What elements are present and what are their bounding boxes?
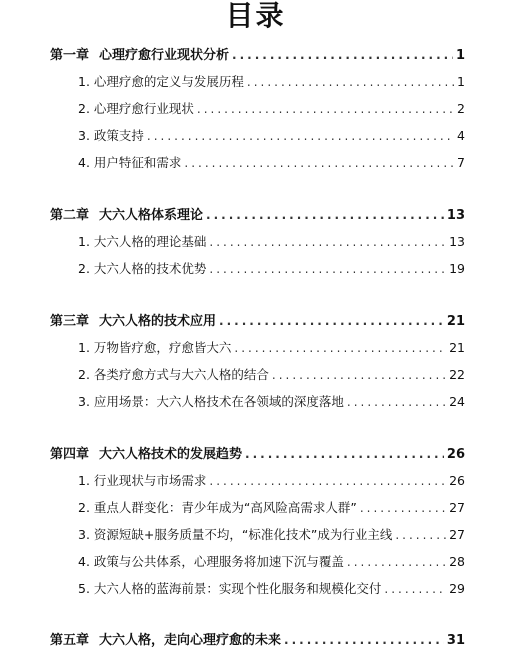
toc-entry[interactable]: [78, 99, 465, 117]
dot-leader: [384, 582, 446, 596]
page-number: 19: [449, 261, 465, 276]
dot-leader: [245, 447, 444, 461]
toc-entry[interactable]: [78, 126, 465, 144]
toc-entry[interactable]: [78, 498, 465, 516]
chapter-4-heading[interactable]: [50, 443, 465, 462]
page-number: 4: [457, 128, 465, 143]
page-number: 26: [449, 473, 465, 488]
toc-entry[interactable]: [78, 579, 465, 597]
chapter-title: 大六人格体系理论: [99, 208, 204, 223]
entry-label: 3. 资源短缺+服务质量不均，“标准化技术”成为行业主线: [78, 527, 393, 542]
entry-label: 4. 用户特征和需求: [78, 155, 182, 170]
toc-entry[interactable]: [78, 471, 465, 489]
dot-leader: [234, 341, 446, 355]
page-number: 21: [446, 314, 465, 329]
dot-leader: [247, 75, 454, 89]
dot-leader: [209, 474, 446, 488]
entry-label: 5. 大六人格的蓝海前景：实现个性化服务和规模化交付: [78, 581, 382, 596]
dot-leader: [209, 235, 446, 249]
chapter-title: 大六人格技术的发展趋势: [99, 447, 243, 462]
page-number: 21: [449, 340, 465, 355]
toc-entry[interactable]: [78, 365, 465, 383]
chapter-3-heading[interactable]: [50, 310, 465, 329]
dot-leader: [360, 501, 446, 515]
toc-entry[interactable]: [78, 392, 465, 410]
dot-leader: [272, 368, 446, 382]
chapter-label: 第四章: [50, 447, 90, 462]
chapter-label: 第一章: [50, 48, 90, 63]
chapter-label: 第五章: [50, 633, 90, 648]
page-number: 1: [455, 48, 465, 63]
dot-leader: [209, 262, 446, 276]
dot-leader: [284, 633, 444, 647]
dot-leader: [232, 48, 453, 62]
chapter-title: 大六人格的技术应用: [99, 314, 217, 329]
page-number: 29: [449, 581, 465, 596]
toc-entry[interactable]: [78, 552, 465, 570]
chapter-1-heading[interactable]: [50, 44, 465, 63]
entry-label: 1. 行业现状与市场需求: [78, 473, 207, 488]
entry-label: 2. 大六人格的技术优势: [78, 261, 207, 276]
toc-entry[interactable]: [78, 338, 465, 356]
entry-label: 2. 心理疗愈行业现状: [78, 101, 194, 116]
dot-leader: [347, 395, 446, 409]
dot-leader: [206, 208, 444, 222]
page-number: 24: [449, 394, 465, 409]
chapter-label: 第二章: [50, 208, 90, 223]
toc-entry[interactable]: [78, 153, 465, 171]
chapter-label: 第三章: [50, 314, 90, 329]
page-number: 26: [446, 447, 465, 462]
dot-leader: [147, 129, 454, 143]
toc-entry[interactable]: [78, 259, 465, 277]
chapter-title: 心理疗愈行业现状分析: [99, 48, 230, 63]
toc-entry[interactable]: [78, 525, 465, 543]
page-number: 27: [449, 500, 465, 515]
page-title: 目录: [225, 0, 286, 32]
page-number: 22: [449, 367, 465, 382]
page-number: 31: [446, 633, 465, 648]
toc-entry[interactable]: [78, 72, 465, 90]
page-number: 28: [449, 554, 465, 569]
entry-label: 1. 万物皆疗愈，疗愈皆大六: [78, 340, 232, 355]
page-number: 27: [449, 527, 465, 542]
chapter-title: 大六人格，走向心理疗愈的未来: [99, 633, 282, 648]
dot-leader: [197, 102, 454, 116]
page-number: 7: [457, 155, 465, 170]
entry-label: 2. 各类疗愈方式与大六人格的结合: [78, 367, 269, 382]
entry-label: 1. 大六人格的理论基础: [78, 234, 207, 249]
dot-leader: [395, 528, 446, 542]
entry-label: 3. 政策支持: [78, 128, 144, 143]
page-number: 13: [449, 234, 465, 249]
page-number: 1: [457, 74, 465, 89]
chapter-2-heading[interactable]: [50, 204, 465, 223]
dot-leader: [347, 555, 446, 569]
page-number: 2: [457, 101, 465, 116]
page-number: 13: [446, 208, 465, 223]
dot-leader: [219, 314, 444, 328]
toc-entry[interactable]: [78, 232, 465, 250]
entry-label: 4. 政策与公共体系，心理服务将加速下沉与覆盖: [78, 554, 344, 569]
chapter-5-heading[interactable]: [50, 629, 465, 648]
entry-label: 2. 重点人群变化：青少年成为“高风险高需求人群”: [78, 500, 357, 515]
entry-label: 1. 心理疗愈的定义与发展历程: [78, 74, 244, 89]
dot-leader: [184, 156, 454, 170]
entry-label: 3. 应用场景：大六人格技术在各领域的深度落地: [78, 394, 344, 409]
